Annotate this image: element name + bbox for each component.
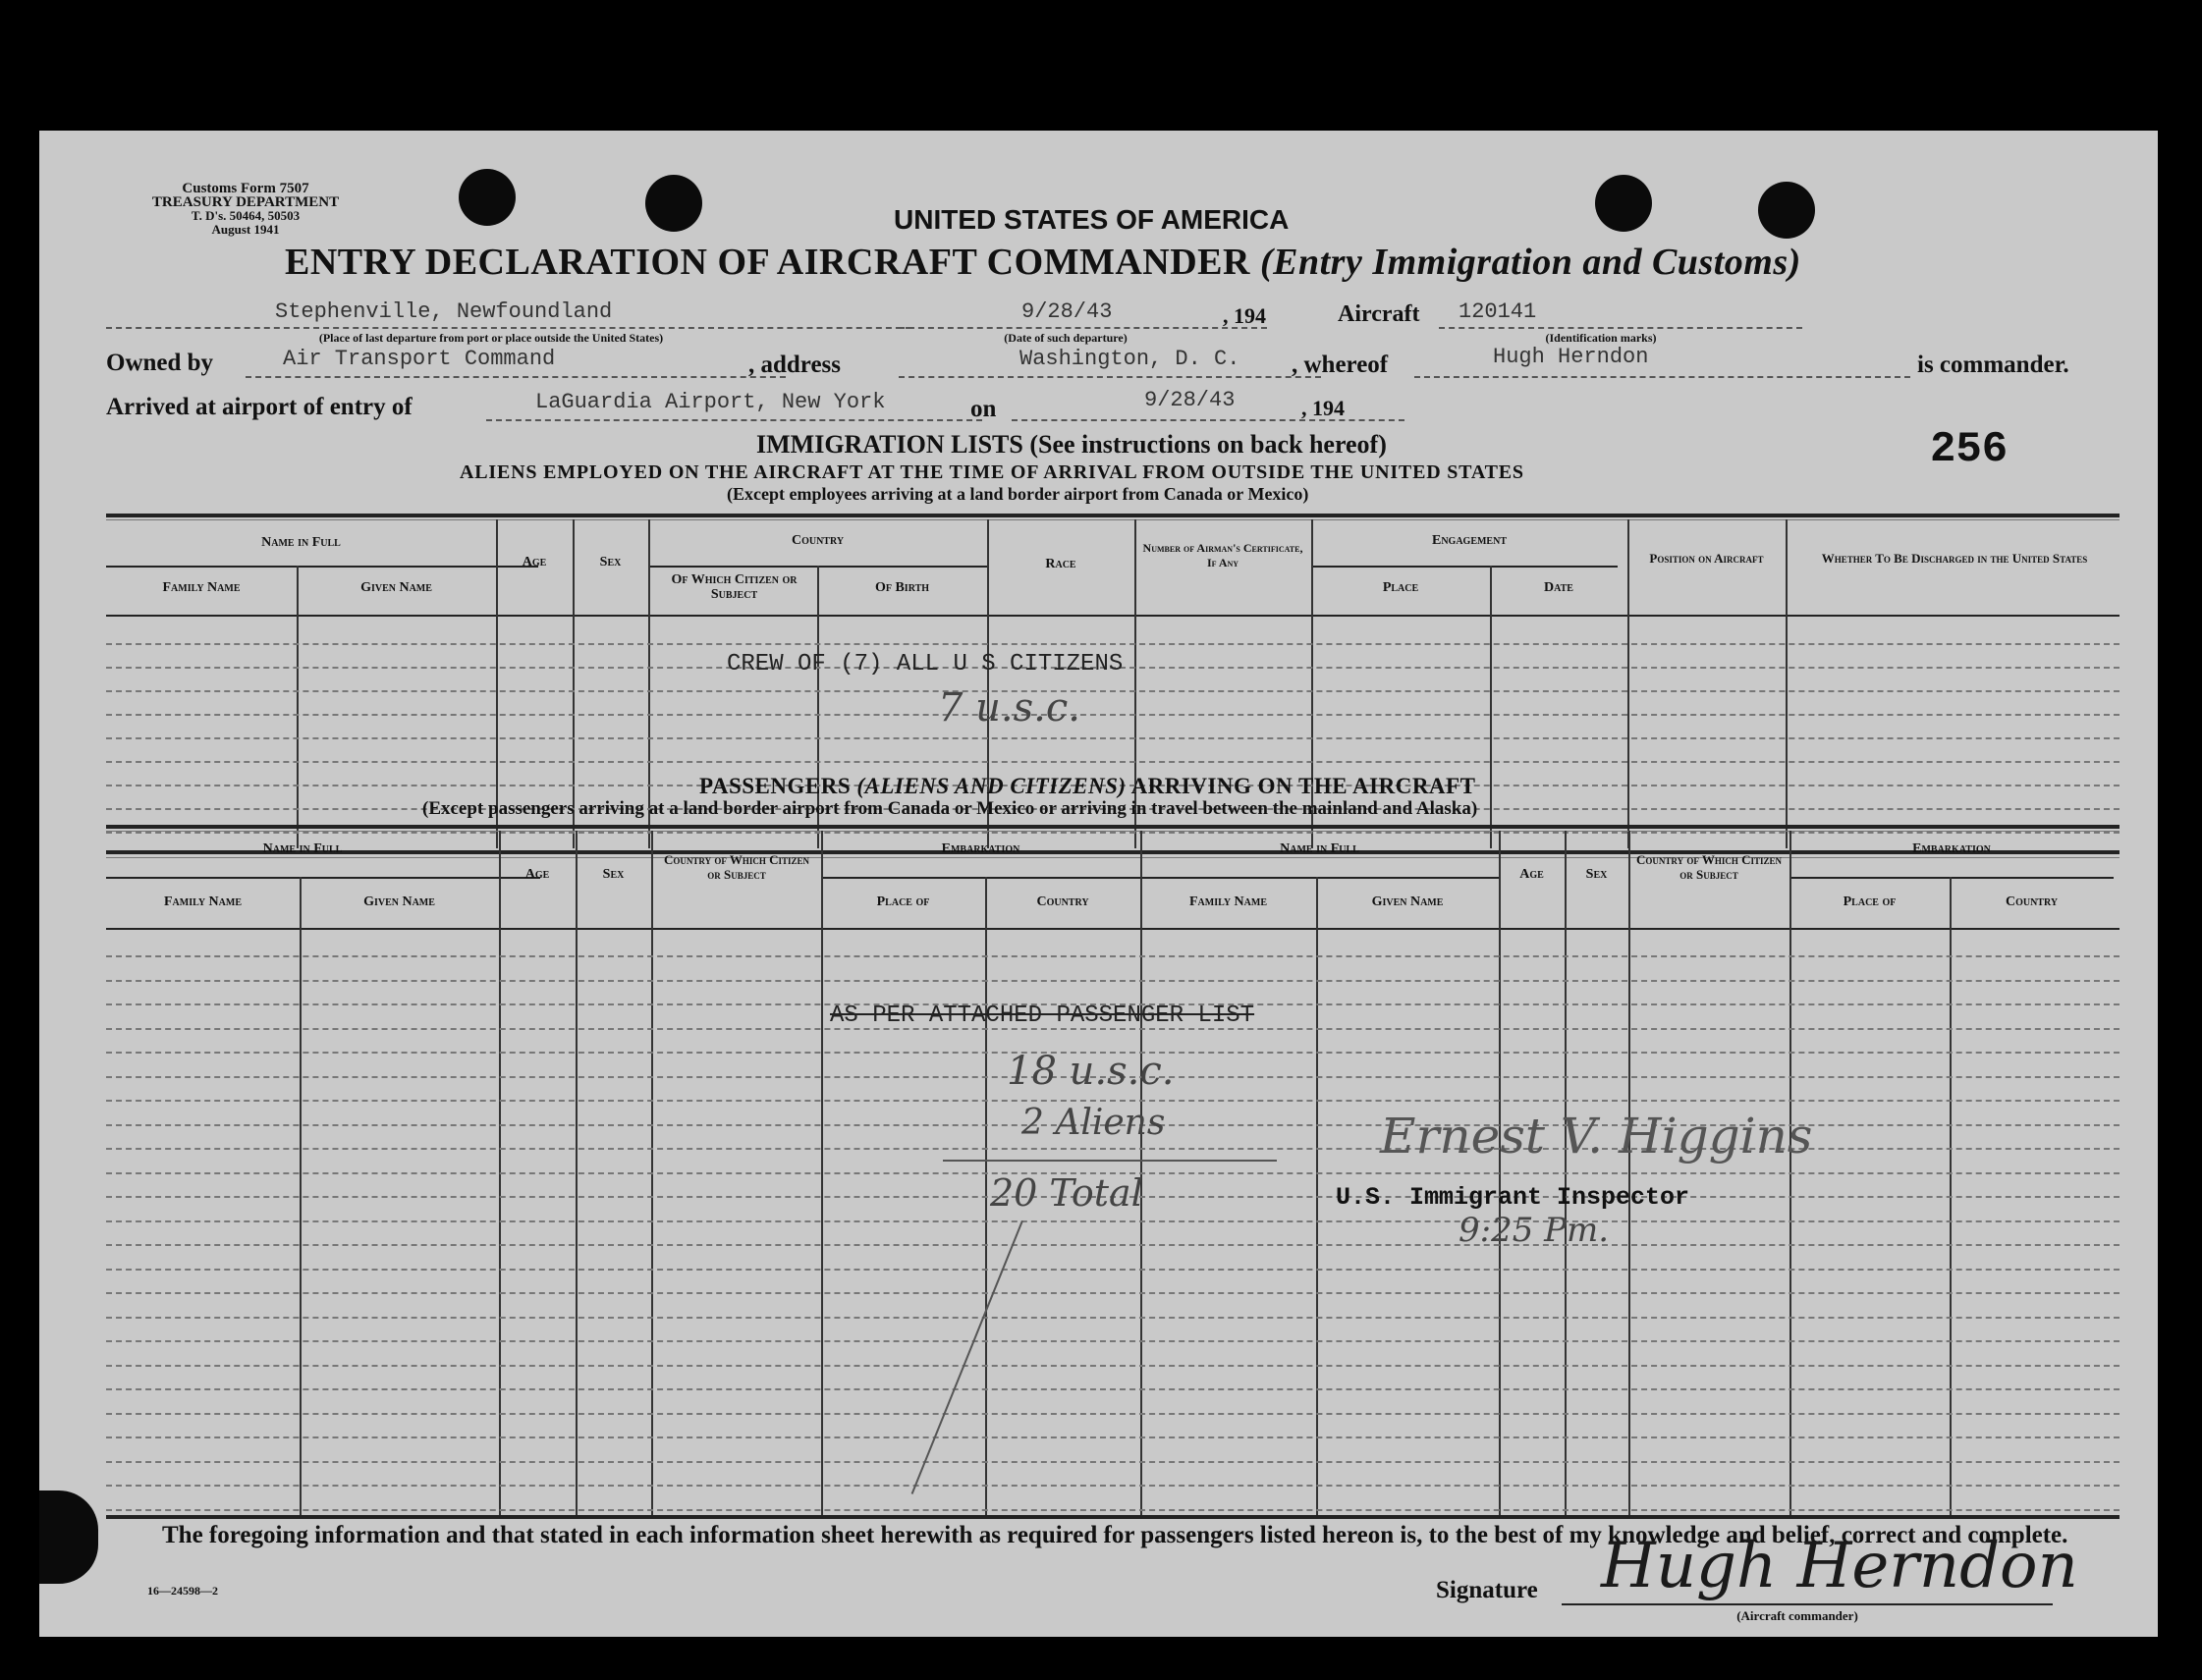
- pass-header-given-2: Given Name: [1371, 894, 1444, 909]
- form-title-sub: (Entry Immigration and Customs): [1259, 242, 1801, 283]
- torn-corner: [39, 1490, 98, 1584]
- ruled-line: [106, 1100, 2119, 1102]
- ruled-line: [106, 1436, 2119, 1438]
- crew-header-engagement: Engagement: [1431, 533, 1507, 548]
- departure-date-line: [899, 327, 1267, 329]
- pass-header-age: Age: [524, 867, 550, 882]
- pass-header-citizen: Country of Which Citizen or Subject: [664, 852, 809, 882]
- country-header: UNITED STATES OF AMERICA: [894, 204, 1290, 235]
- ruled-line: [106, 1340, 2119, 1342]
- pass-header-sex: Sex: [602, 867, 625, 882]
- ruled-line: [106, 1317, 2119, 1319]
- crew-table-bottom2: [106, 857, 2119, 858]
- pass-header-country-2: Country: [2005, 894, 2059, 909]
- pass-header-place: Place of: [876, 894, 930, 909]
- pass-header-given: Given Name: [363, 894, 435, 909]
- address-value: Washington, D. C.: [1019, 347, 1240, 371]
- pass-header-embark: Embarkation: [941, 841, 1020, 856]
- whereof-label: , whereof: [1292, 352, 1389, 378]
- crew-table-top2: [106, 519, 2119, 520]
- ruled-line: [106, 714, 2119, 716]
- passengers-title-a: PASSENGERS: [699, 774, 852, 798]
- inspector-title: U.S. Immigrant Inspector: [1336, 1183, 1690, 1212]
- pass-header-family-2: Family Name: [1188, 894, 1268, 909]
- arrival-date-line: [1012, 419, 1404, 421]
- departure-date-value: 9/28/43: [1021, 299, 1113, 324]
- commander-label: is commander.: [1917, 352, 2069, 378]
- airport-line: [486, 419, 982, 421]
- crew-header-place: Place: [1382, 580, 1419, 595]
- pass-header-country: Country: [1036, 894, 1089, 909]
- ruled-line: [106, 1485, 2119, 1487]
- signature-line: [1562, 1603, 2053, 1605]
- page-number: 256: [1930, 425, 2009, 474]
- immigration-note: (Except employees arriving at a land border airport from Canada or Mexico): [727, 484, 1309, 504]
- pass-header-place-2: Place of: [1843, 894, 1897, 909]
- aircraft-line: [1439, 327, 1802, 329]
- crew-engagement-line: [1311, 566, 1618, 568]
- print-code: 16—24598—2: [147, 1584, 218, 1598]
- crew-header-country: Country: [791, 533, 845, 548]
- commander-signature: Hugh Herndon: [1601, 1530, 2078, 1602]
- pass-header-bottom: [106, 928, 2119, 930]
- pass-header-sex-2: Sex: [1585, 867, 1608, 882]
- punch-hole-3: [1595, 175, 1652, 232]
- pass-table-top2: [106, 831, 2119, 832]
- signature-caption: (Aircraft commander): [1736, 1608, 1858, 1623]
- ruled-line: [106, 1244, 2119, 1246]
- crew-col-sep-9: [1490, 566, 1492, 848]
- form-td-numbers: T. D's. 50464, 50503: [191, 208, 301, 223]
- crew-header-birth: Of Birth: [874, 580, 930, 595]
- crew-header-date: Date: [1544, 580, 1573, 595]
- ruled-line: [106, 955, 2119, 957]
- crew-header-name: Name in Full: [261, 535, 341, 550]
- aircraft-caption: (Identification marks): [1545, 331, 1657, 345]
- crew-col-sep-1: [297, 566, 299, 848]
- ruled-line: [106, 1413, 2119, 1415]
- inspector-signature: Ernest V. Higgins: [1380, 1108, 1813, 1165]
- hand-note-aliens: 2 Aliens: [1021, 1103, 1166, 1143]
- punch-hole-2: [645, 175, 702, 232]
- hand-note-us-citizens: 18 u.s.c.: [1007, 1049, 1175, 1094]
- aircraft-value: 120141: [1459, 299, 1537, 324]
- departure-place-caption: (Place of last departure from port or place outside the United States): [318, 331, 664, 345]
- ruled-line: [106, 1461, 2119, 1463]
- pass-embark-sub: [821, 877, 1140, 879]
- departure-place-line: [106, 327, 911, 329]
- crew-header-sex: Sex: [599, 555, 622, 569]
- crew-col-sep-11: [1786, 519, 1788, 848]
- crew-entry-typed: CREW OF (7) ALL U S CITIZENS: [727, 651, 1124, 677]
- ruled-line: [106, 643, 2119, 645]
- signature-label: Signature: [1436, 1577, 1538, 1603]
- ruled-line: [106, 1509, 2119, 1511]
- ruled-line: [106, 1220, 2119, 1222]
- ruled-line: [106, 1292, 2119, 1294]
- pass-header-embark-2: Embarkation: [1912, 841, 1991, 856]
- ruled-line: [106, 1365, 2119, 1367]
- form-number: Customs Form 7507: [182, 181, 309, 196]
- pass-header-age-2: Age: [1519, 867, 1544, 882]
- crew-header-family: Family Name: [162, 580, 241, 595]
- passengers-title-b: (ALIENS AND CITIZENS): [856, 774, 1127, 798]
- passengers-title: [699, 774, 1475, 799]
- crew-header-age: Age: [522, 555, 547, 569]
- ruled-line: [106, 761, 2119, 763]
- ruled-line: [106, 980, 2119, 982]
- form-title-main: ENTRY DECLARATION OF AIRCRAFT COMMANDER: [285, 242, 1250, 283]
- ruled-line: [106, 1388, 2119, 1390]
- pass-header-name-2: Name in Full: [1280, 841, 1359, 856]
- ruled-line: [106, 737, 2119, 739]
- pass-table-bottom: [106, 1515, 2119, 1519]
- arrival-date-value: 9/28/43: [1144, 388, 1236, 412]
- form-sheet: [39, 131, 2158, 1637]
- crew-header-given: Given Name: [360, 580, 432, 595]
- pass-name2-sub: [1140, 877, 1499, 879]
- immigration-title-main: IMMIGRATION LISTS: [756, 430, 1023, 459]
- ruled-line: [106, 1269, 2119, 1271]
- departure-place-value: Stephenville, Newfoundland: [275, 299, 613, 324]
- pass-name-sub: [106, 877, 540, 879]
- commander-line: [1414, 376, 1910, 378]
- arrived-label: Arrived at airport of entry of: [106, 394, 413, 420]
- crew-header-citizen: Of Which Citizen or Subject: [671, 572, 798, 602]
- owner-value: Air Transport Command: [283, 347, 556, 371]
- owner-line: [246, 376, 786, 378]
- form-id-block: [98, 182, 393, 237]
- hand-total-rule: [943, 1160, 1277, 1162]
- commander-value: Hugh Herndon: [1493, 345, 1649, 369]
- immigration-title: [756, 430, 1387, 460]
- declaration-text: The foregoing information and that stated in each information sheet herewith as required for passengers listed hereon is, to the best of my knowledge and belief, correct and complete.: [162, 1522, 2068, 1548]
- crew-table-top: [106, 514, 2119, 517]
- aircraft-label: Aircraft: [1338, 301, 1420, 327]
- pass-embark2-sub: [1789, 877, 2114, 879]
- punch-hole-4: [1758, 182, 1815, 239]
- form-date: August 1941: [211, 222, 280, 237]
- inspector-time: 9:25 Pm.: [1459, 1211, 1610, 1250]
- pass-header-citizen-2: Country of Which Citizen or Subject: [1636, 852, 1782, 882]
- address-line: [899, 376, 1321, 378]
- ruled-line: [106, 832, 2119, 834]
- pass-header-name: Name in Full: [262, 841, 343, 856]
- crew-header-discharged: Whether To Be Discharged in the United States: [1821, 551, 2088, 566]
- passengers-title-c: ARRIVING ON THE AIRCRAFT: [1130, 774, 1476, 798]
- crew-header-race: Race: [1045, 557, 1076, 571]
- hand-diagonal-stroke: [911, 1220, 1023, 1494]
- airport-value: LaGuardia Airport, New York: [535, 390, 886, 414]
- punch-hole-1: [459, 169, 516, 226]
- arrival-date-suffix: , 194: [1301, 396, 1345, 420]
- departure-date-suffix: , 194: [1223, 303, 1266, 328]
- form-title: [285, 241, 1801, 284]
- pass-table-top: [106, 825, 2119, 829]
- departure-date-caption: (Date of such departure): [1004, 331, 1128, 345]
- immigration-subtitle: ALIENS EMPLOYED ON THE AIRCRAFT AT THE TIME OF ARRIVAL FROM OUTSIDE THE UNITED STATES: [460, 461, 1524, 483]
- pass-header-family: Family Name: [163, 894, 243, 909]
- immigration-title-note: (See instructions on back hereof): [1029, 430, 1387, 459]
- hand-note-total: 20 Total: [990, 1171, 1143, 1215]
- crew-entry-handwritten: 7 u.s.c.: [938, 685, 1080, 731]
- address-label: , address: [748, 352, 842, 378]
- crew-col-sep-10: [1627, 519, 1629, 848]
- crew-header-bottom: [106, 615, 2119, 617]
- crew-subheader-line: [106, 566, 538, 568]
- arrival-on-label: on: [970, 396, 997, 422]
- ruled-line: [106, 690, 2119, 692]
- crew-header-position: Position on Aircraft: [1649, 551, 1764, 566]
- passengers-note: (Except passengers arriving at a land border airport from Canada or Mexico or arriving in travel between the mainland and Alaska): [422, 798, 1478, 819]
- passenger-entry-typed: AS PER ATTACHED PASSENGER LIST: [830, 1003, 1255, 1029]
- ruled-line: [106, 1148, 2119, 1150]
- form-department: TREASURY DEPARTMENT: [151, 194, 340, 210]
- owned-by-label: Owned by: [106, 350, 214, 376]
- crew-header-certificate: Number of Airman's Certificate, If Any: [1142, 541, 1303, 569]
